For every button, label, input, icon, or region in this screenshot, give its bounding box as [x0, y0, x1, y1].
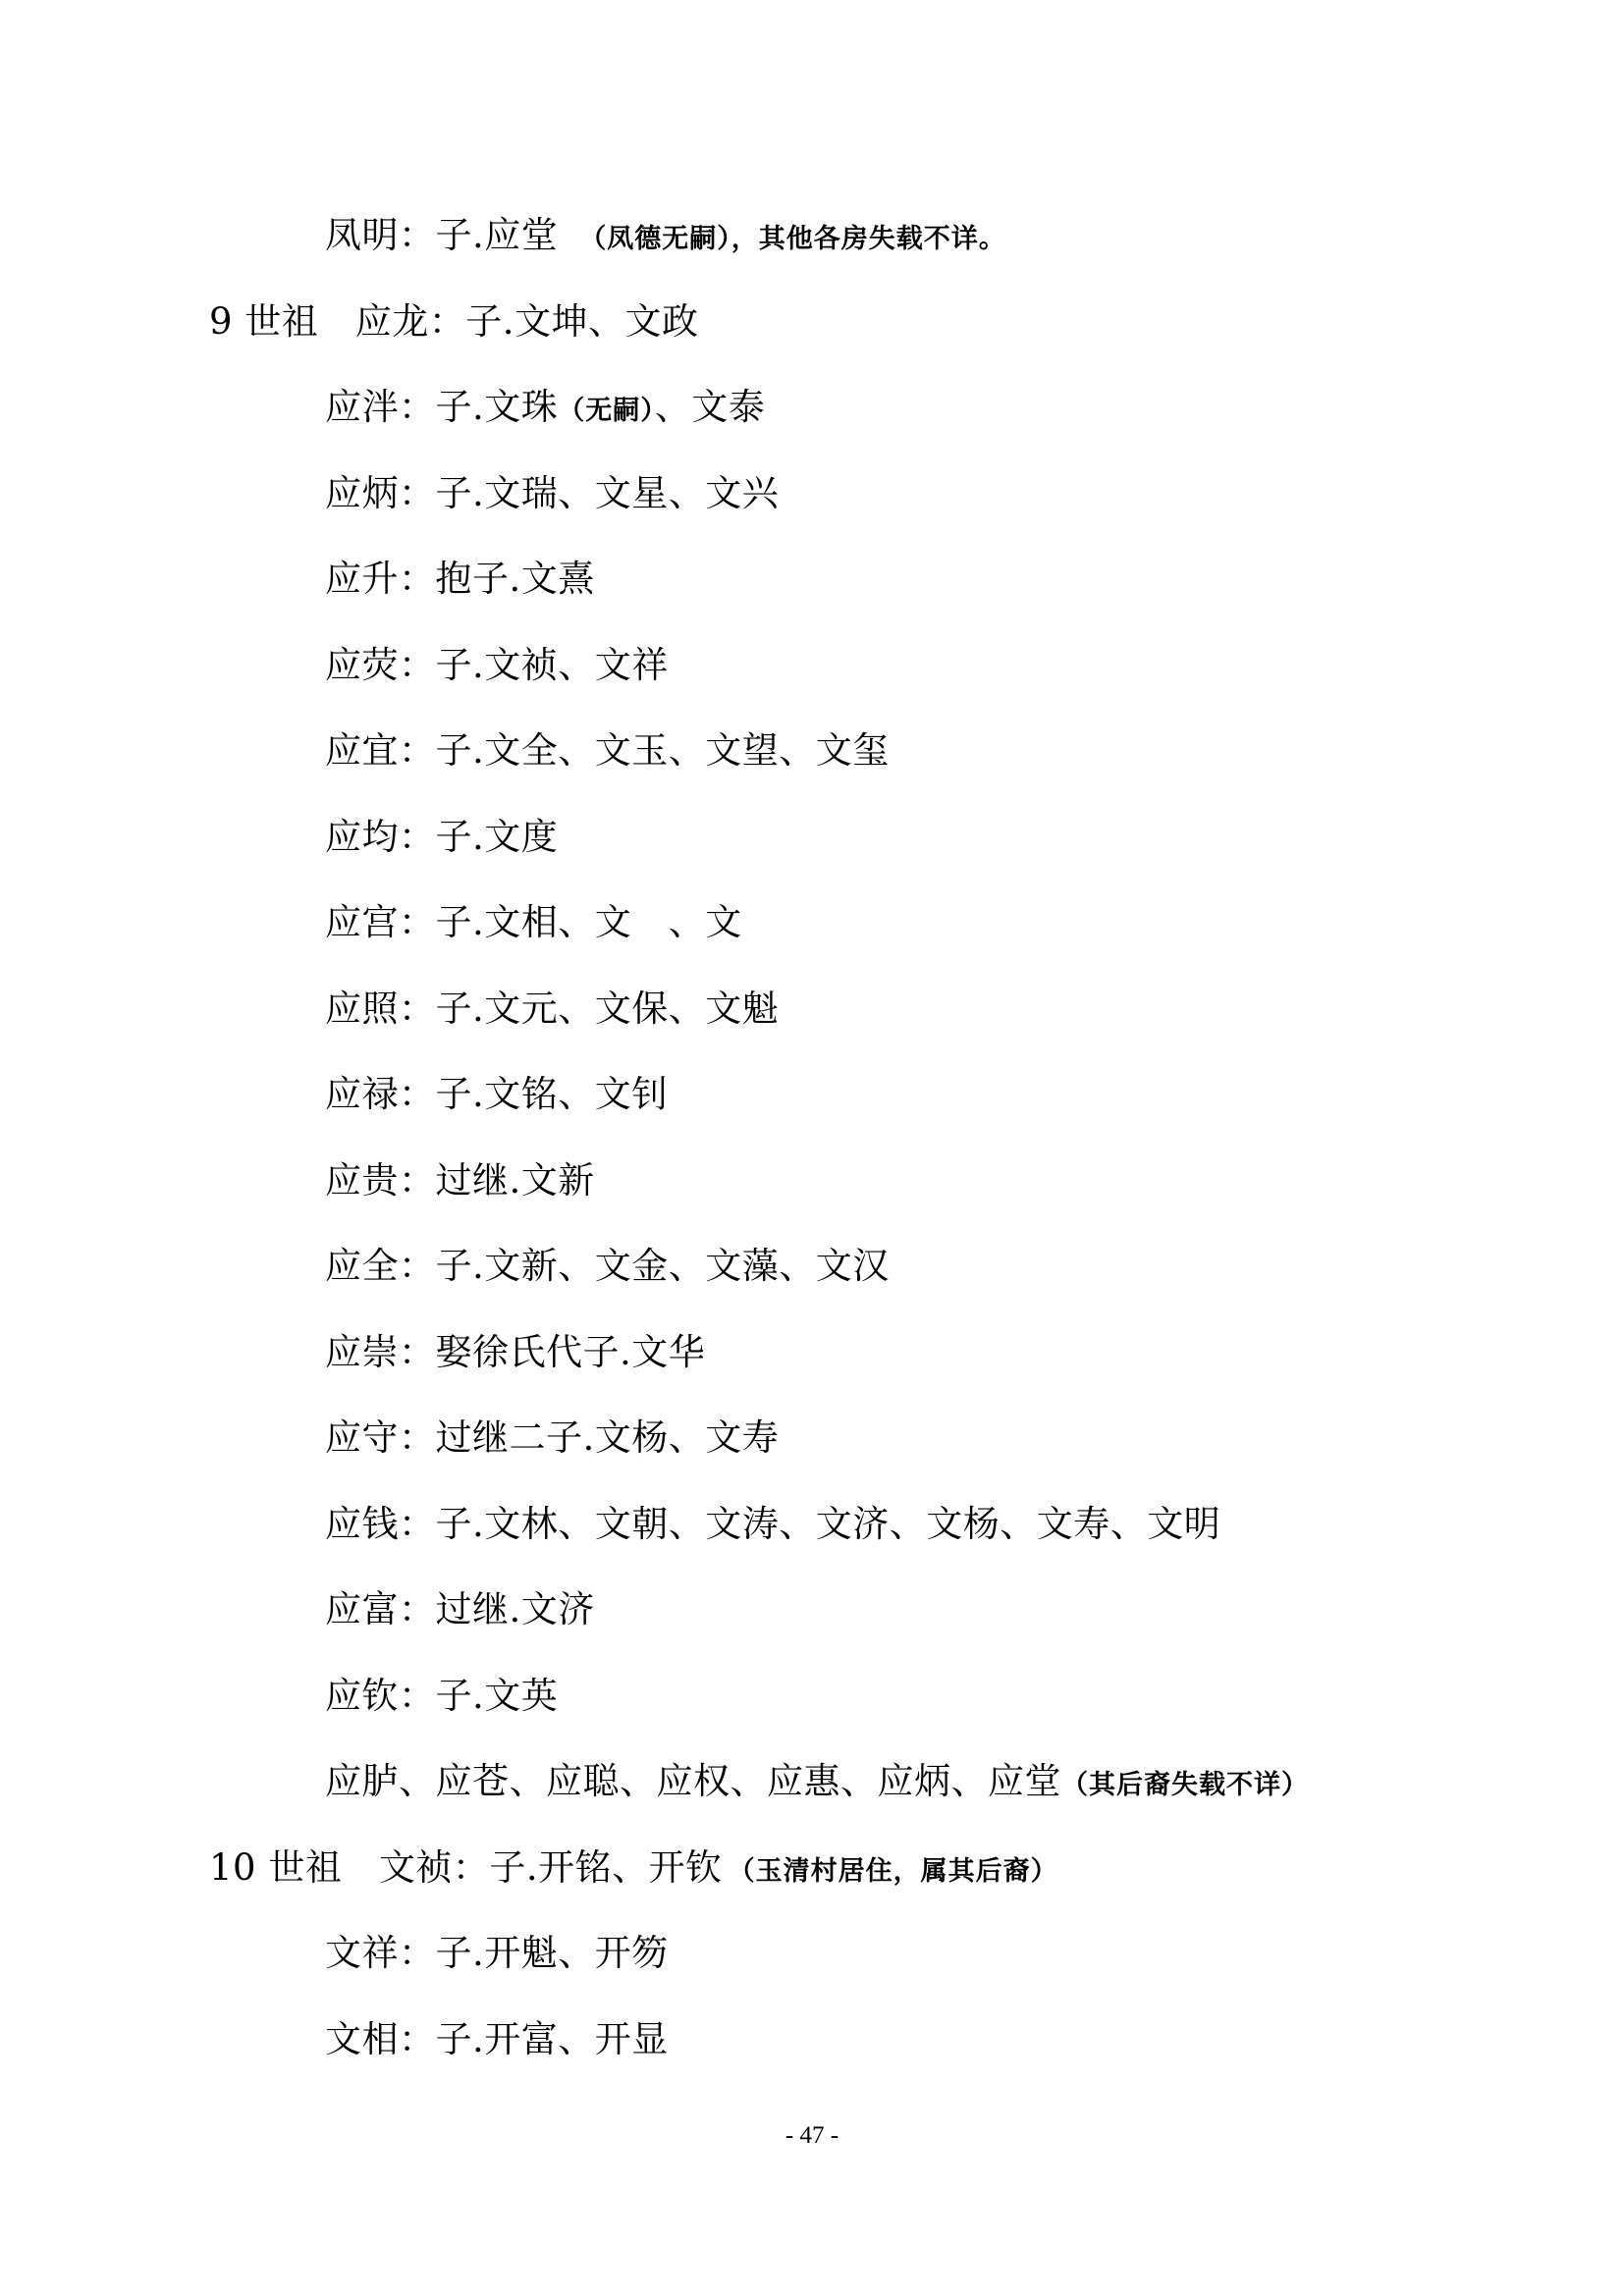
entry-line: [325, 1673, 558, 1720]
entry-line: [325, 1157, 595, 1204]
entry-line: [325, 814, 558, 861]
entry-text: 应荧：子.文祯、文祥: [325, 644, 669, 686]
entry-line: [325, 1930, 669, 1977]
page-number: - 47 -: [785, 2122, 839, 2149]
entry-text: 应宜：子.文全、文玉、文望、文玺: [325, 729, 890, 772]
entry-text: 应炳：子.文瑞、文星、文兴: [325, 472, 780, 514]
entry-note: （无嗣）: [558, 396, 655, 426]
entry-line: [325, 1243, 890, 1290]
entry-text: 应升：抱子.文熹: [325, 558, 595, 600]
entry-note: （其后裔失载不详）: [1061, 1770, 1309, 1800]
entry-text: 9 世祖 应龙：子.文坤、文政: [209, 300, 699, 343]
entry-line: [325, 1586, 595, 1633]
entry-text: 文祥：子.开魁、开笏: [325, 1932, 669, 1974]
entry-line: [325, 1071, 669, 1118]
entry-line: [325, 986, 779, 1033]
entry-line: [325, 556, 595, 603]
entry-note: （凤德无嗣），其他各房失载不详。: [579, 224, 1006, 254]
generation-line: [209, 1844, 1058, 1896]
entry-line: [325, 1758, 1309, 1809]
entry-line: [325, 1501, 1220, 1548]
entry-line: [325, 1415, 779, 1462]
entry-text: 文相：子.开富、开显: [325, 2018, 669, 2060]
entry-line: [325, 384, 765, 435]
entry-text: 应富：过继.文济: [325, 1588, 595, 1630]
entry-line: [325, 642, 669, 689]
entry-line: [325, 1329, 705, 1376]
entry-text: 应崇：娶徐氏代子.文华: [325, 1331, 706, 1373]
entry-text: 应胪、应苍、应聪、应权、应惠、应炳、应堂: [325, 1760, 1061, 1802]
entry-line: [325, 727, 890, 774]
entry-text: 应照：子.文元、文保、文魁: [325, 988, 780, 1030]
entry-text: 10 世祖 文祯：子.开铭、开钦: [209, 1846, 723, 1889]
entry-text: 凤明：子.应堂: [325, 214, 559, 256]
entry-text: 应全：子.文新、文金、文藻、文汉: [325, 1245, 890, 1287]
entry-tail: 、文泰: [654, 386, 766, 428]
entry-text: 应贵：过继.文新: [325, 1159, 595, 1201]
entry-text: 应宫：子.文相、文 、文: [325, 901, 742, 943]
generation-line: [209, 298, 699, 346]
entry-line: [325, 470, 779, 517]
entry-text: 应钦：子.文英: [325, 1675, 559, 1717]
entry-text: 应泮：子.文珠: [325, 386, 559, 428]
entry-note: （玉清村居住，属其后裔）: [728, 1856, 1058, 1887]
entry-line: [325, 899, 742, 946]
entry-text: 应守：过继二子.文杨、文寿: [325, 1416, 780, 1459]
entry-text: 应钱：子.文林、文朝、文涛、文济、文杨、文寿、文明: [325, 1503, 1221, 1545]
entry-text: 应禄：子.文铭、文钊: [325, 1073, 669, 1115]
entry-text: 应均：子.文度: [325, 816, 559, 858]
entry-line: [325, 212, 1006, 263]
entry-line: [325, 2016, 669, 2063]
